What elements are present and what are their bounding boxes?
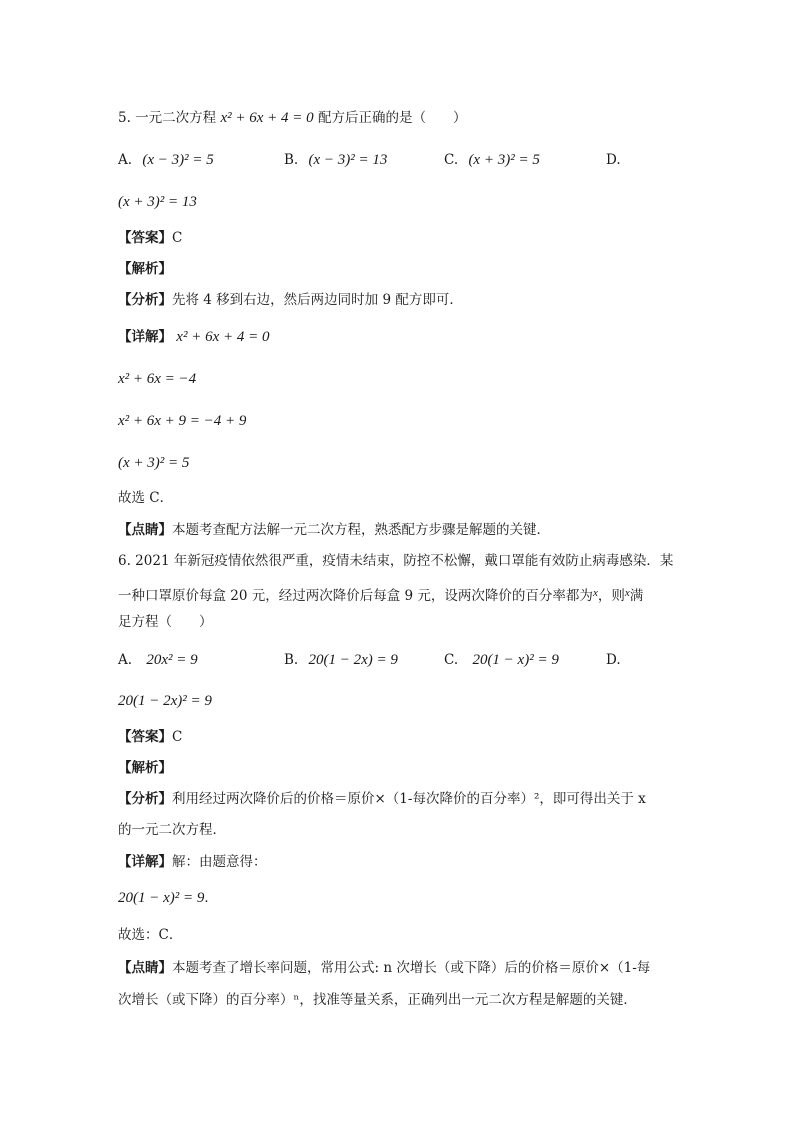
q6-stem-line2	[118, 583, 643, 606]
q6-option-b[interactable]	[284, 650, 398, 670]
detail-tag: 【详解】	[118, 854, 172, 870]
q5-step-1: x² + 6x + 4 = 0	[176, 329, 270, 345]
option-expr: (x − 3)² = 13	[308, 152, 388, 168]
q6-answer	[118, 727, 182, 747]
q5-stem-text: 5. 一元二次方程	[118, 110, 217, 126]
q6-stem-line1: 6. 2021 年新冠疫情依然很严重，疫情未结束，防控不松懈，戴口罩能有效防止病毒感染．某	[118, 553, 674, 569]
q6-step-equation: 20(1 − x)² = 9	[118, 890, 205, 906]
q6-stem-line3: 足方程（ ）	[118, 614, 213, 630]
q5-answer	[118, 228, 182, 248]
q6-option-d[interactable]	[606, 650, 621, 670]
option-expr: (x − 3)² = 5	[142, 152, 214, 168]
option-expr: 20(1 − x)² = 9	[472, 652, 559, 668]
q5-option-d[interactable]	[606, 150, 621, 170]
q6-step-end: ．	[204, 890, 218, 906]
q6-option-c[interactable]	[444, 650, 559, 670]
q6-dianjing-line1	[118, 958, 650, 978]
option-label: D.	[606, 152, 621, 168]
q5-conclusion: 故选 C．	[118, 490, 174, 506]
q5-stem-equation: x² + 6x + 4 = 0	[220, 110, 314, 126]
q5-step-2: x² + 6x = −4	[118, 371, 197, 387]
q5-detail	[118, 327, 269, 347]
option-label: B.	[284, 652, 299, 668]
q5-dianjing	[118, 520, 550, 540]
q5-option-a[interactable]	[118, 150, 214, 170]
q6-step	[118, 888, 218, 908]
dianjing-text: 本题考查了增长率问题，常用公式: n 次增长（或下降）后的价格＝原价×（1-每	[172, 960, 651, 976]
fenxi-tag: 【分析】	[118, 791, 172, 807]
option-label: A.	[118, 652, 133, 668]
q5-stem	[118, 108, 466, 128]
q5-step-3: x² + 6x + 9 = −4 + 9	[118, 413, 247, 429]
detail-text: 解：由题意得：	[172, 854, 267, 870]
q5-option-b[interactable]	[284, 150, 387, 170]
q5-stem-text-end: 配方后正确的是（ ）	[317, 110, 467, 126]
q6-stem-text: 满	[629, 588, 644, 604]
option-expr: 20x² = 9	[146, 652, 198, 668]
dianjing-tag: 【点睛】	[118, 522, 172, 538]
option-label: A.	[118, 152, 133, 168]
q6-option-a[interactable]	[118, 650, 198, 670]
option-expr: 20(1 − 2x) = 9	[308, 652, 398, 668]
option-label: D.	[606, 652, 621, 668]
q6-option-d-expr: 20(1 − 2x)² = 9	[118, 693, 212, 709]
detail-tag: 【详解】	[118, 329, 172, 345]
q5-analysis-tag: 【解析】	[118, 261, 172, 277]
q5-fenxi	[118, 290, 463, 310]
q6-stem-text: 一种口罩原价每盒 20 元，经过两次降价后每盒 9 元，设两次降价的百分率都为	[118, 588, 593, 604]
dianjing-text: 本题考查配方法解一元二次方程，熟悉配方步骤是解题的关键．	[172, 522, 550, 538]
fenxi-text: 先将 4 移到右边，然后两边同时加 9 配方即可．	[172, 292, 463, 308]
option-label: B.	[284, 152, 299, 168]
dianjing-tag: 【点睛】	[118, 960, 172, 976]
option-label: C.	[444, 652, 459, 668]
q6-detail	[118, 852, 267, 872]
answer-tag: 【答案】	[118, 729, 172, 745]
answer-value: C	[172, 729, 183, 745]
option-label: C.	[444, 152, 459, 168]
q5-option-d-expr: (x + 3)² = 13	[118, 194, 197, 210]
q6-dianjing-line2: 次增长（或下降）的百分率）ⁿ，找准等量关系，正确列出一元二次方程是解题的关键．	[118, 992, 637, 1008]
q6-fenxi-line2: 的一元二次方程．	[118, 822, 226, 838]
fenxi-tag: 【分析】	[118, 292, 172, 308]
q6-var: x	[592, 587, 598, 599]
q5-step-4: (x + 3)² = 5	[118, 455, 190, 471]
q6-analysis-tag: 【解析】	[118, 760, 172, 776]
q5-option-c[interactable]	[444, 150, 540, 170]
q6-conclusion: 故选：C．	[118, 927, 183, 943]
q6-fenxi-line1	[118, 789, 646, 809]
option-expr: (x + 3)² = 5	[468, 152, 540, 168]
answer-tag: 【答案】	[118, 230, 172, 246]
q6-var: x	[624, 587, 630, 599]
q6-stem-text: ，则	[597, 588, 625, 604]
fenxi-text: 利用经过两次降价后的价格＝原价×（1-每次降价的百分率）²，即可得出关于 x	[172, 791, 646, 807]
answer-value: C	[172, 230, 183, 246]
